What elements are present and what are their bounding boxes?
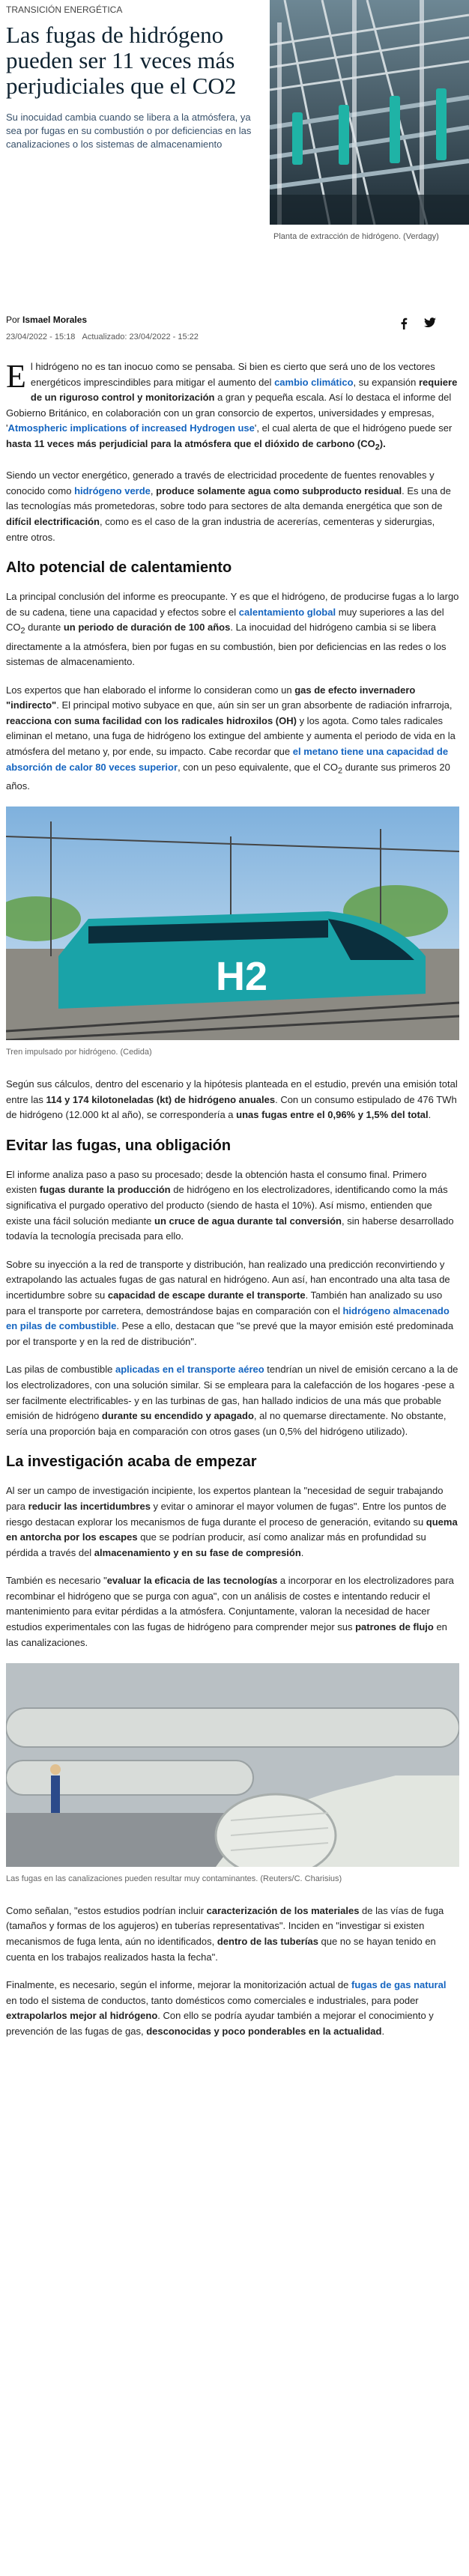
text: en las canalizaciones. bbox=[6, 1621, 447, 1648]
text: Los expertos que han elaborado el informe lo consideran como un bbox=[6, 684, 295, 696]
text: El informe analiza paso a paso su procesado; desde la obtención hasta el consumo final. Primero existen bbox=[6, 1168, 427, 1196]
text: ). bbox=[379, 437, 386, 449]
text: Siendo un vector energético, generado a través de electricidad procedente de fuentes renovables y conocido como bbox=[6, 470, 435, 496]
bold-text: un periodo de duración de 100 años bbox=[63, 622, 231, 634]
bold-text: desconocidas y poco ponderables en la actualidad bbox=[146, 2026, 382, 2037]
article-header bbox=[0, 0, 469, 247]
text: y los agota. Como tales radicales eliminan el metano, una fuga de hidrógeno los extingue del ambiente y aumenta el periodo de vida en la atmósfera del metano y, por ende, su impacto. Cabe recordar que bbox=[6, 714, 456, 758]
text: hasta 11 veces más perjudicial para la atmósfera que el dióxido de carbono (CO bbox=[6, 437, 375, 449]
text: . Con un consumo estipulado de 476 TWh de hidrógeno (12.000 kt al año), se correspondería a bbox=[6, 1093, 457, 1121]
bold-text: durante su encendido y apagado bbox=[101, 1410, 254, 1422]
article-body bbox=[6, 359, 459, 2053]
text: , al no quemarse directamente. No obstante, sería una proporción baja en comparación con otros gases (un 0,5% del hidrógeno utilizado). bbox=[6, 1410, 447, 1437]
subscript: 2 bbox=[375, 443, 380, 452]
link-pilas-combustible[interactable]: hidrógeno almacenado en pilas de combustible bbox=[6, 1304, 450, 1332]
hydrogen-plant-illustration bbox=[270, 0, 469, 225]
bold-text: produce solamente agua como subproducto residual bbox=[156, 484, 402, 496]
bold-text: evaluar la eficacia de las tecnologías bbox=[106, 1575, 278, 1587]
text: a gran y pequeña escala. Así lo destaca el informe del Gobierno Británico, en colaboración con un gran consorcio de expertos, universidades y empresas, ' bbox=[6, 392, 452, 434]
link-calentamiento-global[interactable]: calentamiento global bbox=[238, 606, 336, 618]
bold-text: reducir las incertidumbres bbox=[28, 1500, 151, 1512]
author-line bbox=[6, 315, 463, 325]
byline bbox=[6, 315, 463, 350]
bold-text: difícil electrificación bbox=[6, 515, 100, 527]
text: . bbox=[428, 1109, 432, 1121]
bold-text: almacenamiento y en su fase de compresión bbox=[94, 1546, 301, 1558]
paragraph-9 bbox=[6, 1483, 459, 1561]
heading-investigacion: La investigación acaba de empezar bbox=[6, 1453, 257, 1471]
figure-pipe bbox=[6, 1663, 459, 1887]
article-title: Las fugas de hidrógeno pueden ser 11 veces más perjudiciales que el CO2 bbox=[6, 22, 237, 99]
bold-text: requiere de un riguroso control y monitorización bbox=[30, 376, 458, 404]
bold-text: extrapolarlos mejor al hidrógeno bbox=[6, 2010, 158, 2022]
link-report[interactable]: Atmospheric implications of increased Hydrogen use bbox=[7, 422, 255, 434]
bold-text: 114 y 174 kilotoneladas (kt) de hidrógeno anuales bbox=[46, 1093, 276, 1105]
updated-label: Actualizado: bbox=[82, 332, 127, 341]
text: Como señalan, "estos estudios podrían incluir bbox=[6, 1904, 207, 1916]
subscript: 2 bbox=[20, 626, 25, 636]
paragraph-2 bbox=[6, 468, 459, 545]
text: en todo el sistema de conductos, tanto domésticos como comerciales e industriales, para poder bbox=[6, 1994, 419, 2006]
text: muy superiores a las del CO bbox=[6, 606, 444, 634]
pipe-image bbox=[6, 1663, 459, 1867]
text: l hidrógeno no es tan inocuo como se pensaba. Si bien es cierto que será uno de los vectores energéticos imprescindibles para mitigar el aumento del bbox=[30, 361, 435, 388]
paragraph-10 bbox=[6, 1573, 459, 1650]
dropcap: E bbox=[6, 358, 26, 395]
train-image bbox=[6, 806, 459, 1040]
bold-text: quema en antorcha por los escapes bbox=[6, 1516, 458, 1543]
dates-line bbox=[6, 332, 463, 341]
figure-caption-pipe: Las fugas en las canalizaciones pueden resultar muy contaminantes. (Reuters/C. Charisius) bbox=[6, 1874, 342, 1884]
heading-alto-potencial: Alto potencial de calentamiento bbox=[6, 559, 232, 577]
link-transporte-aereo[interactable]: aplicadas en el transporte aéreo bbox=[115, 1364, 264, 1376]
text: tendrían un nivel de emisión cercano a la de los electrolizadores, con una solución similar. Si se empleara para la calefacción de los hogares -pese a ser facilmente electrificables- y en las turbinas de gas, han hallado indicios de una más que probable emisión de hidrógeno bbox=[6, 1364, 459, 1422]
paragraph-11 bbox=[6, 1904, 459, 1965]
bold-text: reacciona con suma facilidad con los radicales hidroxilos (OH) bbox=[6, 714, 297, 726]
text: , su expansión bbox=[353, 376, 419, 388]
bold-text: fugas durante la producción bbox=[39, 1184, 171, 1196]
text: . bbox=[381, 2026, 385, 2037]
text: durante sus primeros 20 años. bbox=[6, 761, 450, 792]
paragraph-12 bbox=[6, 1978, 459, 2039]
paragraph-1 bbox=[6, 359, 459, 455]
figure-caption-train: Tren impulsado por hidrógeno. (Cedida) bbox=[6, 1048, 152, 1057]
text: . La inocuidad del hidrógeno cambia si se libera directamente a la atmósfera, bien por fugas en su combustión, bien por deficiencias en las redes o los sistemas de almacenamiento. bbox=[6, 622, 447, 668]
text: , sin haberse desarrollado todavía la tecnología precisada para ello. bbox=[6, 1215, 454, 1242]
text: . bbox=[300, 1546, 304, 1558]
bold-text: patrones de flujo bbox=[355, 1621, 434, 1633]
share-buttons bbox=[400, 318, 436, 333]
author-name[interactable]: Ismael Morales bbox=[22, 315, 88, 325]
section-kicker[interactable]: TRANSICIÓN ENERGÉTICA bbox=[6, 4, 123, 15]
header-text bbox=[6, 4, 262, 151]
text: que no se hayan tenido en cuenta en los trabajos realizados hasta la fecha". bbox=[6, 1936, 436, 1963]
bold-text: caracterización de los materiales bbox=[206, 1904, 360, 1916]
figure-train bbox=[6, 806, 459, 1060]
bold-text: unas fugas entre el 0,96% y 1,5% del total bbox=[236, 1109, 429, 1121]
text: de las vías de fuga (tamaños y formas de los agujeros) en tuberías representativas". Inciden en "investigar si existen mecanismos de fuga lenta, aún no identificados, bbox=[6, 1904, 444, 1948]
link-cambio-climatico[interactable]: cambio climático bbox=[274, 376, 354, 388]
text: La principal conclusión del informe es preocupante. Y es que el hidrógeno, de producirse fugas a lo largo de su cadena, tiene una capacidad y efectos sobre el bbox=[6, 591, 459, 618]
text: Según sus cálculos, dentro del escenario y la hipótesis planteada en el estudio, prevén una emisión total entre las bbox=[6, 1078, 458, 1105]
bold-text: gas de efecto invernadero "indirecto" bbox=[6, 684, 416, 711]
text: , como es el caso de la gran industria de acererías, cementeras y siderurgias, entre otros. bbox=[6, 515, 435, 543]
train-h2-logo: H2 bbox=[216, 954, 268, 1000]
heading-evitar-fugas: Evitar las fugas, una obligación bbox=[6, 1137, 232, 1154]
bold-text: capacidad de escape durante el transporte bbox=[107, 1289, 306, 1301]
text: de hidrógeno en los electrolizadores, identificando como la más significativa el purgado operativo del producto (siendo de hasta el 10%). Así mismo, entienden que existe una fácil solución mediante bbox=[6, 1184, 448, 1227]
article-subtitle: Su inocuidad cambia cuando se libera a la atmósfera, ya sea por fugas en su combustión o por deficiencias en las canalizaciones o los sistemas de almacenamiento bbox=[6, 112, 252, 150]
hero-image bbox=[270, 0, 469, 225]
link-hidrogeno-verde[interactable]: hidrógeno verde bbox=[74, 484, 151, 496]
subscript: 2 bbox=[338, 766, 343, 776]
updated-date: 23/04/2022 - 15:22 bbox=[129, 332, 199, 341]
text: ', el cual alerta de que el hidrógeno puede ser bbox=[254, 422, 453, 434]
text: Al ser un campo de investigación incipiente, los expertos plantean la "necesidad de seguir trabajando para bbox=[6, 1485, 444, 1512]
bold-text bbox=[6, 437, 386, 452]
link-metano[interactable]: el metano tiene una capacidad de absorción de calor 80 veces superior bbox=[6, 746, 449, 773]
text: . Es una de las tecnologías más prometedoras, sobre todo para sectores de alta demanda energética que son de bbox=[6, 484, 451, 512]
text: , con un peso equivalente, que el CO bbox=[178, 761, 338, 773]
text: También es necesario " bbox=[6, 1575, 107, 1587]
hero-caption: Planta de extracción de hidrógeno. (Verdagy) bbox=[273, 232, 439, 241]
text: y evitar o aminorar el mayor volumen de fugas". Entre los puntos de riesgo destacan explorar los mecanismos de fuga durante el proceso de generación, evitando su bbox=[6, 1500, 447, 1528]
hydrogen-train-illustration bbox=[6, 806, 459, 1040]
text: Finalmente, es necesario, según el informe, mejorar la monitorización actual de bbox=[6, 1979, 352, 1991]
text: Sobre su inyección a la red de transporte y distribución, han realizado una predicción reconvirtiendo y extrapolando las actuales fugas de gas natural en hidrógeno. Aun así, han encontrado una alta tasa de incertidumbre sobre su bbox=[6, 1258, 450, 1301]
published-date: 23/04/2022 - 15:18 bbox=[6, 332, 76, 341]
text: Las pilas de combustible bbox=[6, 1364, 115, 1376]
link-fugas-gas-natural[interactable]: fugas de gas natural bbox=[351, 1979, 447, 1991]
bold-text: dentro de las tuberías bbox=[217, 1936, 318, 1948]
text: , bbox=[150, 484, 157, 496]
text: . Con ello se podría ayudar también a mejorar el conocimiento y prevención de las fugas de gas, bbox=[6, 2010, 434, 2037]
text: durante bbox=[25, 622, 64, 634]
gas-pipeline-illustration bbox=[6, 1663, 459, 1867]
text: . El principal motivo subyace en que, aún sin ser un gran absorbente de radiación infrarroja, bbox=[56, 699, 453, 711]
paragraph-4 bbox=[6, 683, 459, 795]
paragraph-3 bbox=[6, 589, 459, 670]
text: . También han analizado su uso para el transporte por carretera, demostrándose bajas en comparación con el bbox=[6, 1289, 443, 1316]
text: que se podrían producir, así como analizar más en profundidad su pérdida a través del bbox=[6, 1531, 426, 1558]
text: a incorporar en los electrolizadores para recombinar el hidrógeno que se purga con agua", con un análisis de costes e intentando reducir el mantenimiento para evitar pérdidas a la atmósfera. Conjuntamente, valoran la necesidad de hacer estudios experimentales con las fugas de hidrógeno para comprender mejor sus bbox=[6, 1575, 454, 1633]
paragraph-8 bbox=[6, 1362, 459, 1439]
paragraph-7 bbox=[6, 1257, 459, 1350]
twitter-icon[interactable] bbox=[424, 318, 436, 333]
text: . Pese a ello, destacan que "se prevé que la mayor emisión esté predominada por el transporte y en la red de distribución". bbox=[6, 1320, 454, 1347]
bold-text: un cruce de agua durante tal conversión bbox=[154, 1215, 342, 1227]
paragraph-5 bbox=[6, 1077, 459, 1123]
paragraph-6 bbox=[6, 1167, 459, 1245]
author-prefix: Por bbox=[6, 315, 20, 325]
facebook-icon[interactable] bbox=[400, 318, 408, 333]
